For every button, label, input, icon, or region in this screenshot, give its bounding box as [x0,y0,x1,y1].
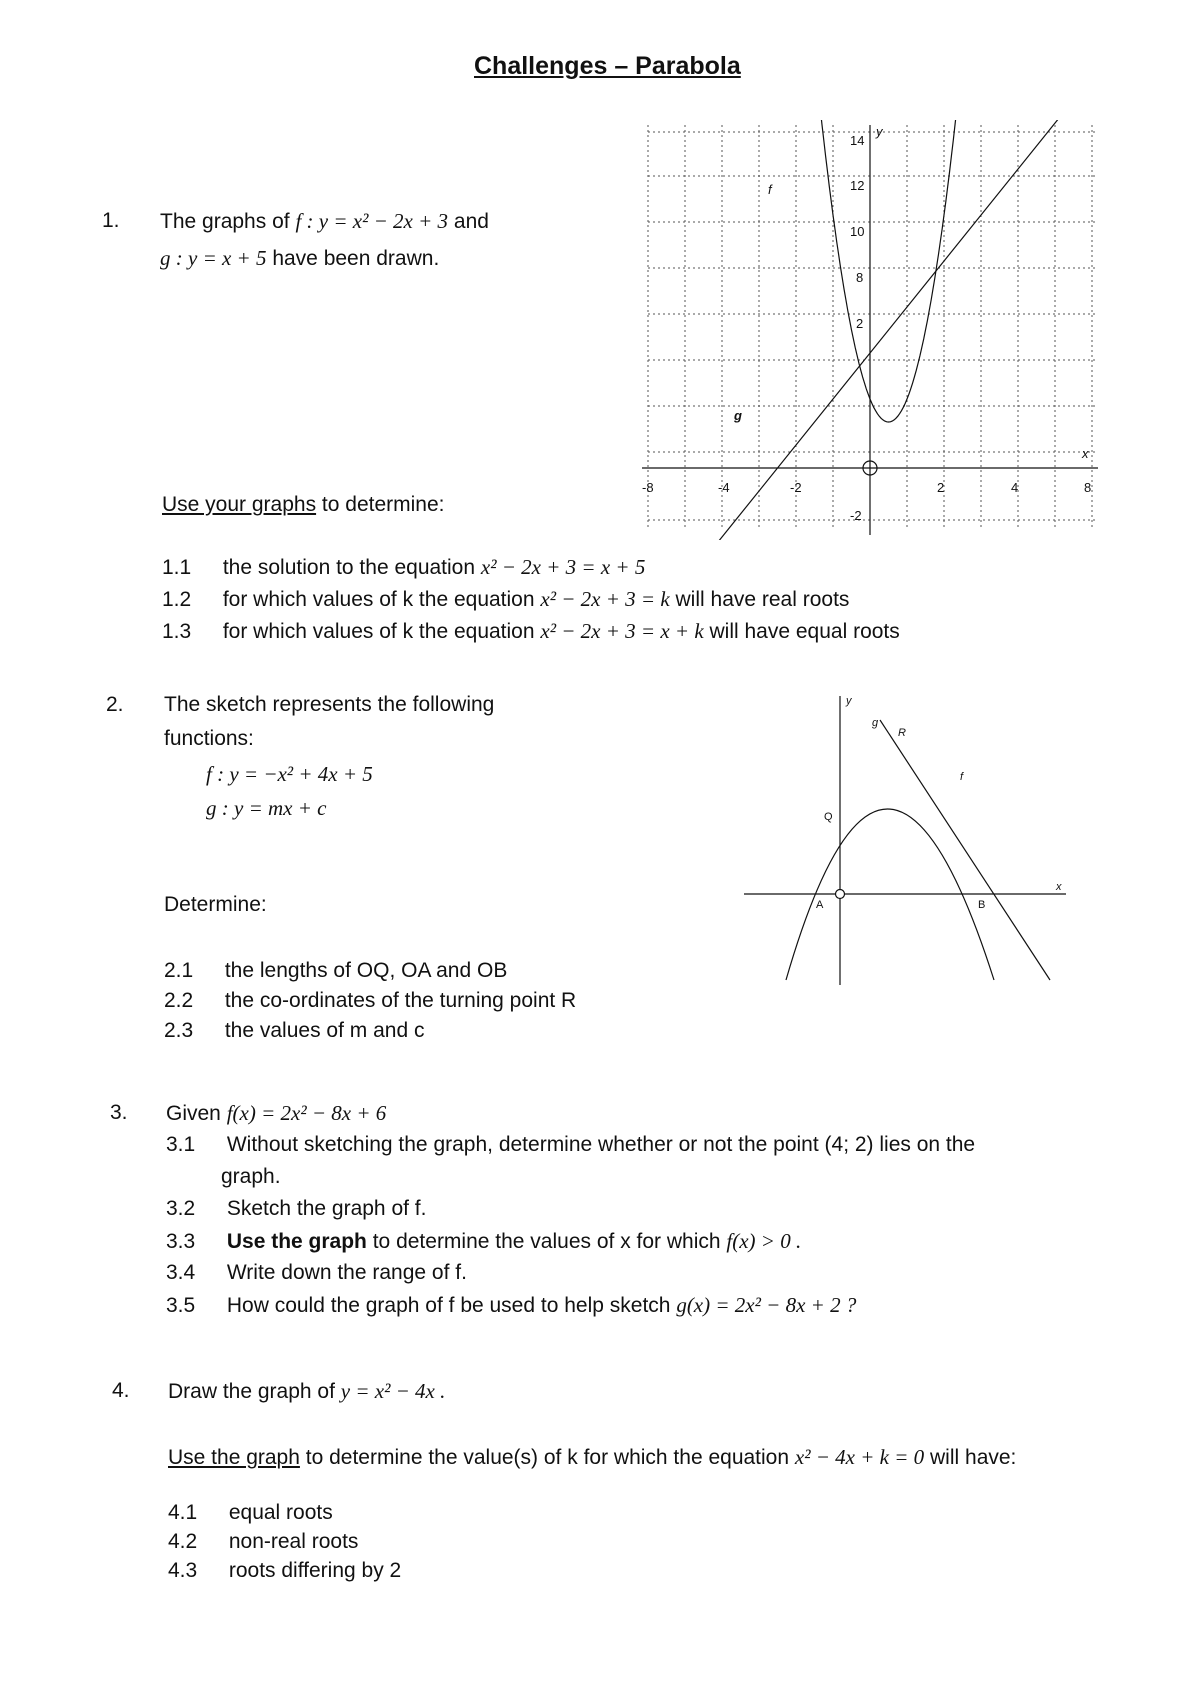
q3-part-3-1 [166,1132,975,1158]
part-number: 3.2 [166,1197,196,1220]
x-tick-label: -4 [718,480,730,495]
part-text: Sketch the graph of f. [226,1197,427,1220]
q1-intro-drawn: have been drawn. [272,247,440,270]
q3-number: 3. [110,1101,128,1124]
part-text: the values of m and c [224,1019,425,1042]
q4-instruction-rest: to determine the value(s) of k for which the equation [305,1446,790,1469]
q1-instruction-rest: to determine: [321,493,445,516]
part-text: roots differing by 2 [228,1559,402,1582]
q2-intro: The sketch represents the following [164,693,495,716]
sketch-label-y: y [846,695,852,707]
sketch-label-g: g [872,717,879,729]
q4-instruction-underlined: Use the graph [168,1446,300,1469]
part-equation: f(x) > 0 . [726,1229,802,1253]
q4-intro: Draw the graph of [168,1380,335,1403]
q1-part-1-2 [162,586,849,613]
sketch-label-f: f [960,771,964,783]
q1-part-1-1 [162,554,645,581]
part-number: 2.2 [164,989,194,1012]
sketch-label-r: R [898,727,906,739]
q2-part-2-1 [164,958,507,984]
q2-intro-2: functions: [164,727,254,750]
part-text: for which values of k the equation [222,620,535,643]
part-text: to determine the values of x for which [372,1230,721,1253]
part-text: equal roots [228,1501,333,1524]
q1-part-1-3 [162,618,900,645]
part-tail: will have real roots [675,588,850,611]
graph-label-y: y [876,124,883,139]
part-tail: will have equal roots [709,620,900,643]
q3-part-3-4 [166,1260,467,1286]
part-text: Without sketching the graph, determine whether or not the point (4; 2) lies on the [226,1133,976,1156]
q2-g-definition: g : y = mx + c [206,796,327,820]
q3-part-3-3 [166,1228,801,1255]
page-title: Challenges – Parabola [474,52,741,80]
x-tick-label: 4 [1011,480,1019,495]
x-tick-label: -8 [642,480,654,495]
part-text: the solution to the equation [222,556,476,579]
q2-number: 2. [106,693,124,716]
part-number: 2.3 [164,1019,194,1042]
part-bold: Use the graph [226,1230,367,1253]
sketch-label-x: x [1056,881,1062,893]
q3-f-definition: f(x) = 2x² − 8x + 6 [226,1101,387,1125]
q4-number: 4. [112,1379,130,1402]
q1-intro-text: The graphs of [160,210,290,233]
q3-given-line [166,1100,386,1127]
q1-instruction [162,492,445,518]
q2-part-2-2 [164,988,576,1014]
y-tick-label: 10 [850,224,865,239]
sketch-line-g [880,720,1050,980]
q3-part-3-2 [166,1196,426,1222]
part-number: 3.4 [166,1261,196,1284]
q3-given: Given [166,1102,221,1125]
q4-instruction [168,1444,1016,1471]
q2-determine: Determine: [164,893,267,916]
q4-part-4-3 [168,1558,401,1584]
x-tick-label: 2 [937,480,945,495]
q1-graph [640,120,1100,540]
part-equation: x² − 2x + 3 = x + 5 [480,555,646,579]
graph-g-line [685,120,1083,540]
sketch-label-q: Q [824,811,833,823]
grid-lines [648,125,1095,530]
part-text: the co-ordinates of the turning point R [224,989,577,1012]
q1-number: 1. [102,209,120,232]
x-tick-label: 8 [1084,480,1092,495]
part-number: 3.1 [166,1133,196,1156]
graph-label-x: x [1082,446,1089,461]
q4-equation: y = x² − 4x . [340,1379,446,1403]
y-tick-label: 12 [850,178,865,193]
y-tick-label: -2 [850,508,862,523]
y-tick-label: 14 [850,133,865,148]
part-number: 4.2 [168,1530,198,1553]
q3-part-3-5 [166,1292,856,1319]
q3-part-3-1-cont: graph. [221,1165,281,1188]
q1-instruction-underlined: Use your graphs [162,493,317,516]
q1-intro-and: and [453,210,489,233]
part-text: for which values of k the equation [222,588,535,611]
part-number: 4.1 [168,1501,198,1524]
sketch-label-a: A [816,899,824,911]
q2-f-definition: f : y = −x² + 4x + 5 [206,762,373,786]
part-number: 3.5 [166,1294,196,1317]
q4-instruction-equation: x² − 4x + k = 0 [794,1445,925,1469]
q4-part-4-2 [168,1529,358,1555]
q2-part-2-3 [164,1018,424,1044]
part-text: Write down the range of f. [226,1261,467,1284]
part-number: 1.2 [162,588,192,611]
part-text: How could the graph of f be used to help sketch [226,1294,671,1317]
graph-label-f: f [768,182,772,197]
part-text: non-real roots [228,1530,359,1553]
part-number: 1.1 [162,556,192,579]
q4-intro-line [168,1378,445,1405]
sketch-origin [836,890,845,899]
x-tick-label: -2 [790,480,802,495]
part-equation: g(x) = 2x² − 8x + 2 ? [676,1293,857,1317]
graph-label-g: g [734,408,742,423]
q1-f-definition: f : y = x² − 2x + 3 [295,209,449,233]
q1-intro-line2 [160,245,439,272]
part-number: 3.3 [166,1230,196,1253]
y-tick-label: 2 [856,316,864,331]
y-tick-label: 8 [856,270,864,285]
q1-g-definition: g : y = x + 5 [160,246,267,270]
part-equation: x² − 2x + 3 = x + k [540,619,704,643]
q4-part-4-1 [168,1500,333,1526]
q2-sketch [740,690,1070,990]
sketch-label-b: B [978,899,986,911]
part-text: the lengths of OQ, OA and OB [224,959,508,982]
part-number: 4.3 [168,1559,198,1582]
q1-intro-line1 [160,208,489,235]
part-equation: x² − 2x + 3 = k [540,587,670,611]
part-number: 1.3 [162,620,192,643]
q4-instruction-tail: will have: [930,1446,1017,1469]
part-number: 2.1 [164,959,194,982]
